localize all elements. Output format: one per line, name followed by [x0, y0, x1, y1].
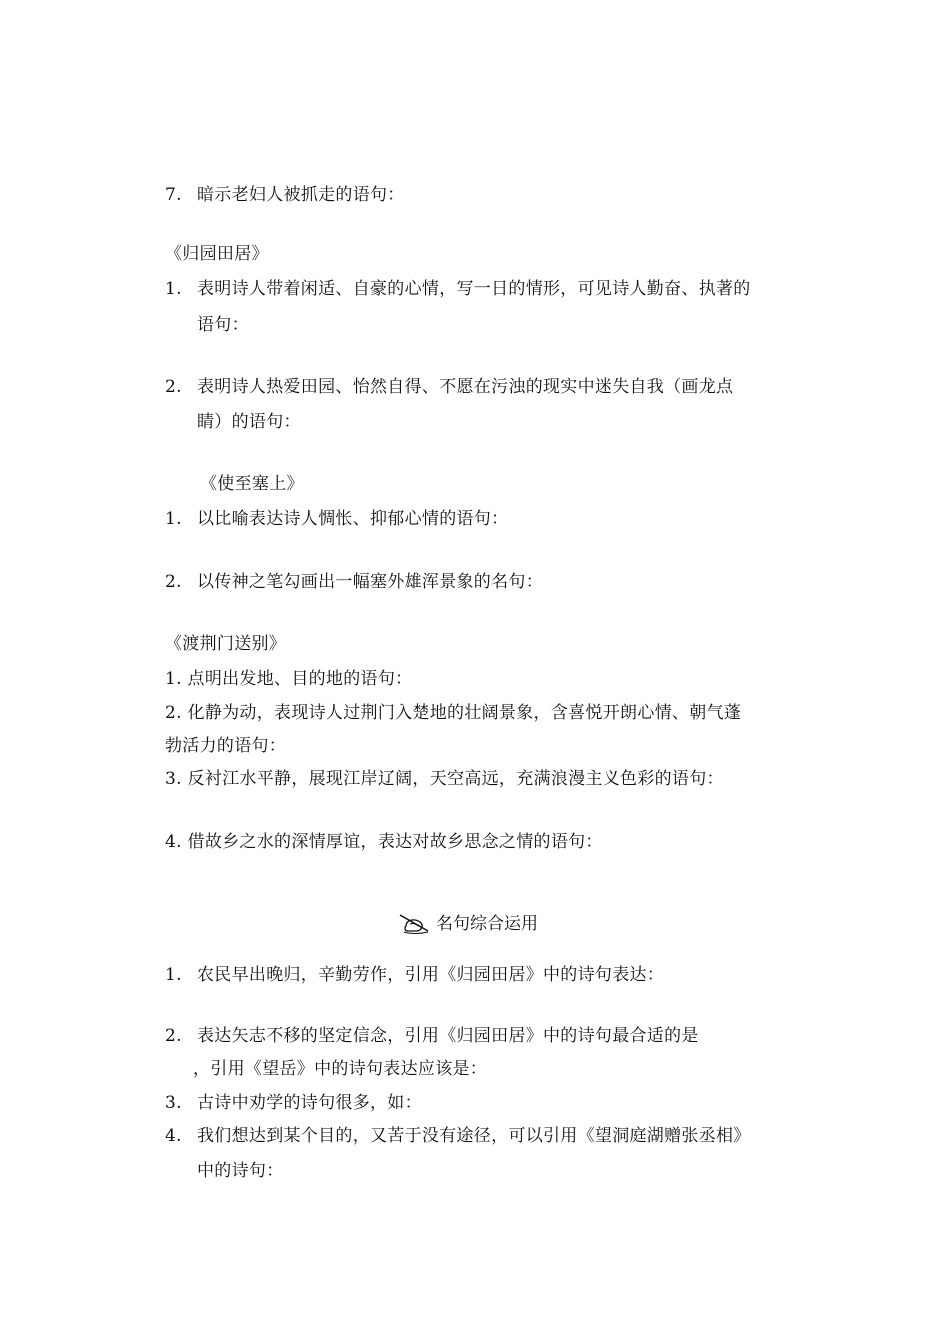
zonghe-question-2-line2: ，引用《望岳》中的诗句表达应该是：: [193, 1059, 488, 1079]
section-title-dujing: 《渡荆门送别》: [165, 634, 287, 654]
guiyuan-question-1-line2: 语句：: [197, 315, 249, 335]
question-text: 暗示老妇人被抓走的语句：: [197, 185, 405, 205]
question-text-line1: 表明诗人热爱田园、怡然自得、不愿在污浊的现实中迷失自我（画龙点: [197, 377, 734, 397]
dujing-question-4: 4. 借故乡之水的深情厚谊，表达对故乡思念之情的语句：: [165, 832, 603, 852]
question-number: 1.: [165, 279, 182, 299]
question-number: 2.: [165, 572, 182, 592]
question-text-line1: 表达矢志不移的坚定信念，引用《归园田居》中的诗句最合适的是: [197, 1026, 699, 1046]
question-number: 3.: [165, 1093, 182, 1113]
question-text: 古诗中劝学的诗句很多，如：: [197, 1093, 422, 1113]
dujing-question-2-line2: 勃活力的语句：: [165, 736, 287, 756]
question-text: 以传神之笔勾画出一幅塞外雄浑景象的名句：: [197, 572, 543, 592]
guiyuan-question-2-line2: 睛）的语句：: [197, 412, 301, 432]
question-number: 1.: [165, 965, 182, 985]
dujing-question-3: 3. 反衬江水平静，展现江岸辽阔，天空高远，充满浪漫主义色彩的语句：: [165, 769, 724, 789]
question-number: 2.: [165, 1026, 182, 1046]
question-number: 2.: [165, 377, 182, 397]
zonghe-question-4-line2: 中的诗句：: [197, 1161, 284, 1181]
dujing-question-2-line1: 2. 化静为动，表现诗人过荆门入楚地的壮阔景象，含喜悦开朗心情、朝气蓬: [165, 703, 742, 723]
question-text: 农民早出晚归，辛勤劳作，引用《归园田居》中的诗句表达：: [197, 965, 665, 985]
section-title-zonghe: [398, 912, 538, 936]
question-text: 以比喻表达诗人惆怅、抑郁心情的语句：: [197, 509, 509, 529]
writing-hand-icon: [398, 912, 432, 936]
section-title-guiyuan: 《归园田居》: [165, 244, 269, 264]
question-text-line1: 表明诗人带着闲适、自豪的心情，写一日的情形，可见诗人勤奋、执著的: [197, 279, 751, 299]
dujing-question-1: 1. 点明出发地、目的地的语句：: [165, 669, 413, 689]
question-number: 7.: [165, 185, 182, 205]
section-heading-text: 名句综合运用: [436, 914, 538, 934]
question-text-line1: 我们想达到某个目的，又苦于没有途径，可以引用《望洞庭湖赠张丞相》: [197, 1126, 751, 1146]
question-number: 4.: [165, 1126, 182, 1146]
question-number: 1.: [165, 509, 182, 529]
section-title-shizhi: 《使至塞上》: [200, 474, 304, 494]
